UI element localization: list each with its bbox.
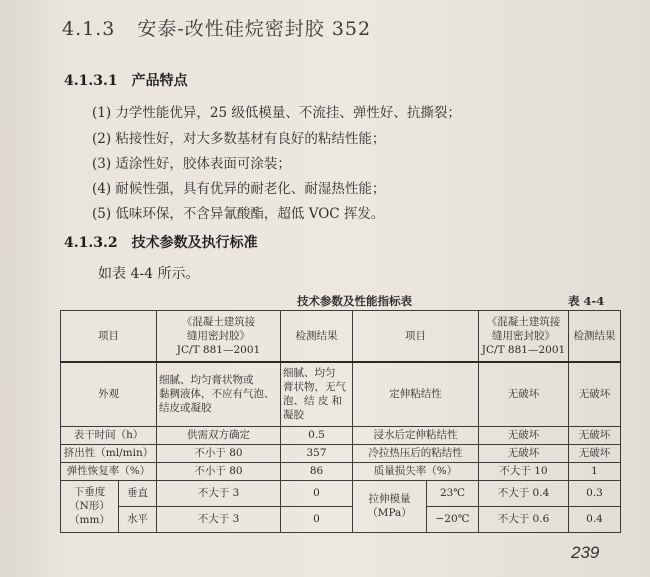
- cell-line: 泡、结 皮 和: [283, 395, 343, 408]
- cell-standard: 不大于 0.6: [479, 506, 569, 532]
- table-row: [61, 444, 621, 462]
- cell-item: 定伸粘结性: [353, 362, 479, 426]
- section-number: 4.1.3: [62, 18, 116, 40]
- subsection-heading-features: [64, 70, 188, 90]
- header-result: 检测结果: [281, 311, 353, 363]
- cell-result: 无破坏: [569, 444, 621, 462]
- cell-item-sag: [61, 480, 119, 532]
- cell-result: 357: [281, 444, 353, 462]
- cell-line: （N形）: [69, 500, 110, 512]
- page-number: 239: [571, 543, 600, 562]
- header-standard: [479, 311, 569, 363]
- header-standard-line: 缝用密封胶》: [187, 330, 250, 342]
- cell-item-modulus: [353, 480, 427, 532]
- feature-item-1: (1) 力学性能优异，25 级低模量、不流挂、弹性好、抗撕裂；: [92, 105, 461, 121]
- cell-standard: 不小于 80: [157, 462, 281, 480]
- table-header-row: [61, 311, 621, 363]
- cell-result: [281, 362, 353, 426]
- cell-result: 0: [281, 506, 353, 532]
- cell-standard: 不小于 80: [157, 444, 281, 462]
- spec-table: [60, 310, 621, 533]
- cell-standard: 不大于 10: [479, 462, 569, 480]
- cell-standard: [157, 362, 281, 426]
- table-caption: 技术参数及性能指标表: [297, 294, 412, 308]
- cell-temp: −20℃: [427, 506, 479, 532]
- cell-standard: 不大于 3: [157, 506, 281, 532]
- cell-result: 1: [569, 462, 621, 480]
- cell-standard: 不大于 3: [157, 480, 281, 506]
- cell-line: 下垂度: [73, 486, 106, 498]
- cell-standard: 不大于 0.4: [479, 480, 569, 506]
- cell-result: 86: [281, 462, 353, 480]
- subsection-number: 4.1.3.2: [64, 235, 118, 251]
- cell-standard: 无破坏: [479, 444, 569, 462]
- cell-item: 弹性恢复率（%）: [61, 462, 157, 480]
- cell-line: 凝胶: [283, 409, 304, 422]
- header-standard-line: 《混凝土建筑接: [181, 316, 256, 328]
- cell-result: 无破坏: [569, 426, 621, 444]
- cell-line: （mm）: [69, 514, 110, 526]
- header-result: 检测结果: [569, 311, 621, 363]
- cell-item: 冷拉热压后的粘结性: [353, 444, 479, 462]
- cell-item: 挤出性（ml/min）: [61, 444, 157, 462]
- header-standard-line: JC/T 881—2001: [176, 344, 261, 356]
- subsection-number: 4.1.3.1: [64, 73, 118, 89]
- feature-item-2: (2) 粘接性好，对大多数基材有良好的粘结性能；: [92, 131, 386, 147]
- cell-result: 0.4: [569, 506, 621, 532]
- cell-line: 膏状物，无气: [283, 381, 346, 394]
- section-heading: [62, 14, 371, 41]
- table-row: [61, 426, 621, 444]
- header-standard-line: JC/T 881—2001: [481, 344, 566, 356]
- table-row: [61, 362, 621, 426]
- header-item: 项目: [61, 311, 157, 363]
- cell-result: 0.3: [569, 480, 621, 506]
- cell-item: 质量损失率（%）: [353, 462, 479, 480]
- subsection-title: 产品特点: [131, 73, 188, 89]
- table-row: [61, 462, 621, 480]
- cell-result: 无破坏: [569, 362, 621, 426]
- subsection-title: 技术参数及执行标准: [131, 235, 258, 251]
- subsection-heading-params: [64, 232, 258, 252]
- cell-line: 结皮或凝胶: [159, 402, 212, 415]
- cell-result: 0.5: [281, 426, 353, 444]
- table-number: 表 4-4: [568, 294, 605, 308]
- cell-line: 拉伸模量: [368, 493, 411, 505]
- table-row: [61, 506, 621, 532]
- header-item: 项目: [353, 311, 479, 363]
- cell-line: 细腻、均匀膏状物或: [159, 374, 254, 387]
- cell-temp: 23℃: [427, 480, 479, 506]
- header-standard-line: 缝用密封胶》: [492, 330, 555, 342]
- cell-subitem: 垂直: [119, 480, 157, 506]
- cell-line: 细腻、均匀: [283, 367, 336, 380]
- cell-line: 黏稠液体，不应有气泡、: [159, 388, 275, 401]
- cell-standard: 无破坏: [479, 362, 569, 426]
- cell-item: 外观: [61, 362, 157, 426]
- feature-item-5: (5) 低味环保，不含异氰酸酯，超低 VOC 挥发。: [92, 206, 385, 222]
- header-standard: [157, 311, 281, 363]
- cell-item: 浸水后定伸粘结性: [353, 426, 479, 444]
- cell-standard: 无破坏: [479, 426, 569, 444]
- feature-item-4: (4) 耐候性强，具有优异的耐老化、耐湿热性能；: [92, 181, 386, 197]
- cell-result: 0: [281, 480, 353, 506]
- cell-line: （MPa）: [367, 507, 412, 519]
- header-standard-line: 《混凝土建筑接: [486, 316, 561, 328]
- cell-subitem: 水平: [119, 506, 157, 532]
- cell-standard: 供需双方确定: [157, 426, 281, 444]
- cell-item: 表干时间（h）: [61, 426, 157, 444]
- table-row: [61, 480, 621, 506]
- section-title: 安泰-改性硅烷密封胶 352: [137, 18, 372, 40]
- paragraph: 如表 4-4 所示。: [98, 266, 200, 282]
- feature-item-3: (3) 适涂性好，胶体表面可涂装；: [92, 156, 291, 172]
